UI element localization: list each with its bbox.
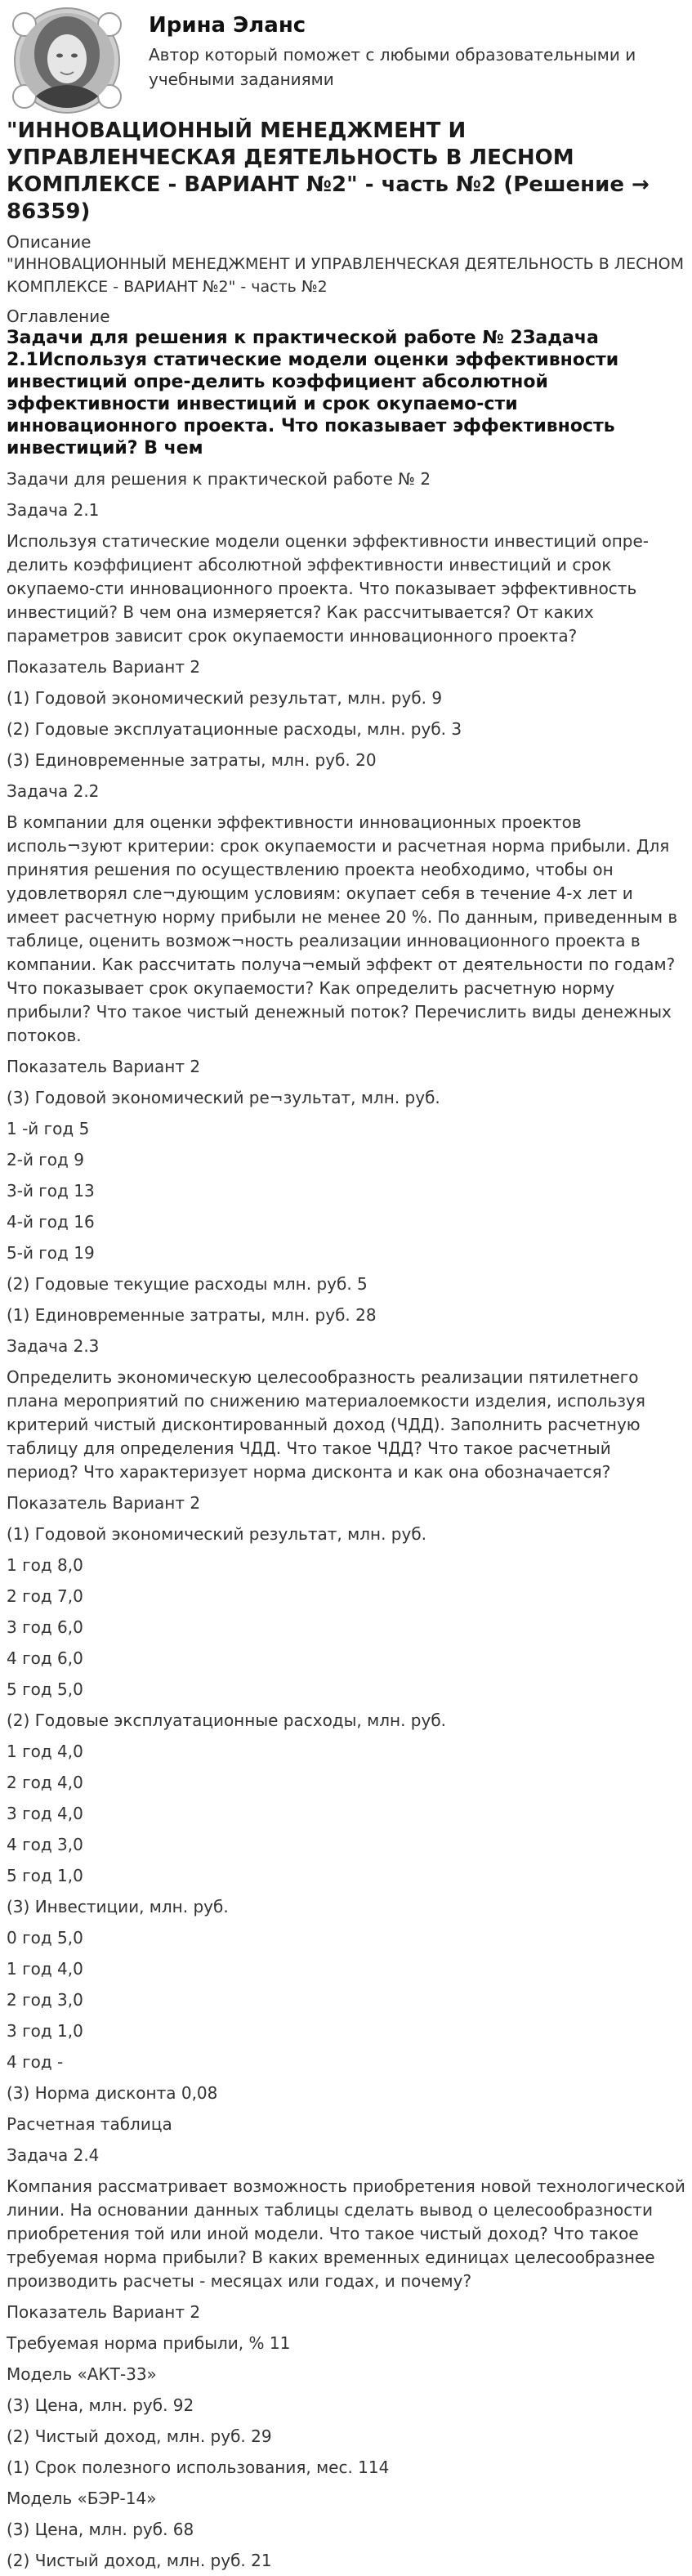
paragraph: Модель «БЭР-14»: [7, 2489, 157, 2508]
document-body: [7, 467, 685, 2573]
paragraph: 1 -й год 5: [7, 1119, 90, 1138]
paragraph: (2) Годовые эксплуатационные расходы, млн. руб. 3: [7, 719, 462, 739]
page-title: "ИННОВАЦИОННЫЙ МЕНЕДЖМЕНТ И УПРАВЛЕНЧЕСКАЯ ДЕЯТЕЛЬНОСТЬ В ЛЕСНОМ КОМПЛЕКСЕ - ВАРИАНТ №2" - часть №2 (Решение → 86359): [7, 119, 650, 224]
description-text: "ИННОВАЦИОННЫЙ МЕНЕДЖМЕНТ И УПРАВЛЕНЧЕСКАЯ ДЕЯТЕЛЬНОСТЬ В ЛЕСНОМ КОМПЛЕКСЕ - ВАРИАНТ №2" - часть №2: [7, 255, 685, 296]
paragraph: (2) Чистый доход, млн. руб. 29: [7, 2426, 272, 2446]
paragraph: (2) Годовые эксплуатационные расходы, млн. руб.: [7, 1711, 447, 1730]
paragraph: Требуемая норма прибыли, % 11: [7, 2333, 291, 2353]
paragraph: Расчетная таблица: [7, 2114, 172, 2134]
paragraph: (2) Годовые текущие расходы млн. руб. 5: [7, 1274, 368, 1294]
paragraph: 3 год 4,0: [7, 1804, 83, 1823]
paragraph: 4 год 6,0: [7, 1648, 83, 1668]
paragraph: 1 год 8,0: [7, 1555, 83, 1575]
paragraph: 0 год 5,0: [7, 1928, 83, 1948]
paragraph: (1) Единовременные затраты, млн. руб. 28: [7, 1305, 377, 1325]
paragraph: Задача 2.1: [7, 500, 100, 520]
paragraph: Задача 2.4: [7, 2145, 100, 2165]
paragraph: 5 год 5,0: [7, 1679, 83, 1699]
paragraph: 4 год -: [7, 2052, 64, 2072]
paragraph: (3) Норма дисконта 0,08: [7, 2083, 218, 2103]
toc-heading: Задачи для решения к практической работе № 2Задача 2.1Используя статические модели оценки эффективности инвестиций опре-делить коэффициент абсолютной эффективности инвестиций и срок окупаемо-сти инновационного проекта. Что показывает эффективность инвестиций? В чем: [7, 328, 619, 458]
paragraph: Используя статические модели оценки эффективности инвестиций опре-делить коэффициент абсолютной эффективности инвестиций и срок окупаемо-сти инновационного проекта. Что показывает эффективность инвестиций? В чем она измеряется? Как рассчитывается? От каких параметров зависит срок окупаемости инновационного проекта?: [7, 531, 649, 646]
paragraph: Определить экономическую целесообразность реализации пятилетнего плана мероприятий по снижению материалоемкости изделия, используя критерий чистый дисконтированный доход (ЧДД). Заполнить расчетную таблицу для определения ЧДД. Что такое ЧДД? Что такое расчетный период? Что характеризует норма дисконта и как она обозначается?: [7, 1367, 645, 1482]
paragraph: 3-й год 13: [7, 1181, 95, 1201]
paragraph: (3) Единовременные затраты, млн. руб. 20: [7, 750, 377, 770]
paragraph: 2 год 4,0: [7, 1773, 83, 1792]
paragraph: 2 год 7,0: [7, 1586, 83, 1606]
paragraph: В компании для оценки эффективности инновационных проектов исполь¬зуют критерии: срок окупаемости и расчетная норма прибыли. Для принятия решения по осуществлению проекта необходимо, чтобы он удовлетворял сле¬дующим условиям: окупает себя в течение 4-х лет и имеет расчетную норму прибыли не менее 20 %. По данным, приведенным в таблице, оценить возмож¬ность реализации инновационного проекта в компании. Как рассчитать получа¬емый эффект от деятельности по годам? Что показывает срок окупаемости? Как определить расчетную норму прибыли? Что такое чистый денежный поток? Перечислить виды денежных потоков.: [7, 812, 678, 1045]
author-name[interactable]: Ирина Эланс: [149, 13, 306, 38]
paragraph: (3) Инвестиции, млн. руб.: [7, 1897, 229, 1916]
paragraph: (3) Цена, млн. руб. 68: [7, 2520, 194, 2539]
author-card: [8, 7, 684, 114]
paragraph: 5 год 1,0: [7, 1866, 83, 1885]
paragraph: (1) Срок полезного использования, мес. 114: [7, 2457, 390, 2477]
paragraph: 4 год 3,0: [7, 1835, 83, 1854]
paragraph: 5-й год 19: [7, 1243, 95, 1263]
paragraph: Задачи для решения к практической работе № 2: [7, 469, 431, 489]
paragraph: (2) Чистый доход, млн. руб. 21: [7, 2551, 272, 2570]
paragraph: 3 год 6,0: [7, 1617, 83, 1637]
paragraph: Компания рассматривает возможность приобретения новой технологической линии. На основании данных таблицы сделать вывод о целесообразности приобретения той или иной модели. Что такое чистый доход? Что такое требуемая норма прибыли? В каких временных единицах целесообразнее производить расчеты - месяцах или годах, и почему?: [7, 2176, 685, 2291]
paragraph: Показатель Вариант 2: [7, 1493, 201, 1513]
paragraph: 1 год 4,0: [7, 1742, 83, 1761]
paragraph: (3) Годовой экономический ре¬зультат, млн. руб.: [7, 1088, 440, 1107]
paragraph: Показатель Вариант 2: [7, 2302, 201, 2322]
author-avatar: [8, 7, 129, 114]
paragraph: Задача 2.3: [7, 1336, 100, 1356]
paragraph: Модель «АКТ-33»: [7, 2364, 157, 2384]
paragraph: Задача 2.2: [7, 781, 100, 801]
toc-label: Оглавление: [7, 306, 110, 326]
paragraph: 4-й год 16: [7, 1212, 95, 1232]
paragraph: Показатель Вариант 2: [7, 1057, 201, 1076]
paragraph: 2 год 3,0: [7, 1990, 83, 2010]
paragraph: (1) Годовой экономический результат, млн. руб.: [7, 1524, 427, 1544]
paragraph: (1) Годовой экономический результат, млн. руб. 9: [7, 688, 443, 708]
paragraph: 2-й год 9: [7, 1150, 84, 1169]
main-content: [7, 118, 685, 2576]
paragraph: Показатель Вариант 2: [7, 657, 201, 677]
paragraph: 3 год 1,0: [7, 2021, 83, 2041]
author-description: Автор который поможет с любыми образовательными и учебными заданиями: [149, 45, 636, 89]
paragraph: 1 год 4,0: [7, 1959, 83, 1979]
description-label: Описание: [7, 232, 92, 252]
paragraph: (3) Цена, млн. руб. 92: [7, 2395, 194, 2415]
